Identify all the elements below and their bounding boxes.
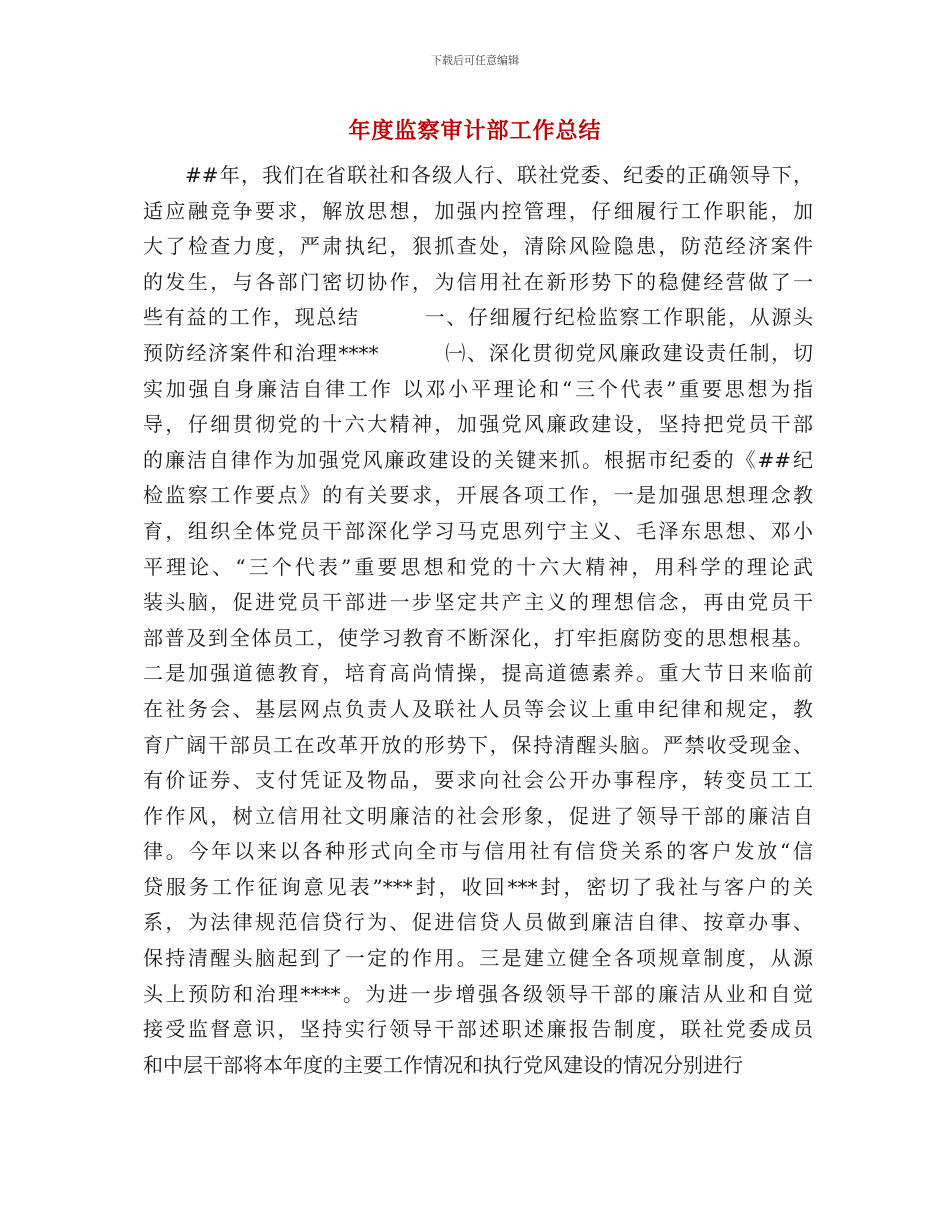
body-line: 作作风，树立信用社文明廉洁的社会形象，促进了领导干部的廉洁自 bbox=[143, 803, 813, 828]
body-line: 有价证券、支付凭证及物品，要求向社会公开办事程序，转变员工工 bbox=[143, 768, 813, 793]
body-line: 的发生，与各部门密切协作，为信用社在新形势下的稳健经营做了一 bbox=[143, 269, 813, 294]
body-line: 头上预防和治理****。为进一步增强各级领导干部的廉洁从业和自觉 bbox=[143, 981, 813, 1006]
body-line: 律。今年以来以各种形式向全市与信用社有信贷关系的客户发放“信 bbox=[143, 839, 813, 864]
body-line: 些有益的工作，现总结 一、仔细履行纪检监察工作职能，从源头 bbox=[143, 305, 813, 330]
body-line: ##年，我们在省联社和各级人行、联社党委、纪委的正确领导下， bbox=[185, 163, 813, 187]
body-line: 的廉洁自律作为加强党风廉政建设的关键来抓。根据市纪委的《##纪 bbox=[143, 447, 813, 472]
header-note: 下载后可任意编辑 bbox=[431, 54, 519, 67]
body-line: 育广阔干部员工在改革开放的形势下，保持清醒头脑。严禁收受现金、 bbox=[143, 732, 813, 757]
body-line: 平理论、“三个代表”重要思想和党的十六大精神，用科学的理论武 bbox=[143, 554, 813, 579]
body-line: 系，为法律规范信贷行为、促进信贷人员做到廉洁自律、按章办事、 bbox=[143, 910, 813, 935]
body-line: 保持清醒头脑起到了一定的作用。三是建立健全各项规章制度，从源 bbox=[143, 946, 813, 971]
body-line: 预防经济案件和治理**** ㈠、深化贯彻党风廉政建设责任制，切 bbox=[143, 340, 813, 365]
body-line: 部普及到全体员工，使学习教育不断深化，打牢拒腐防变的思想根基。 bbox=[143, 625, 813, 650]
body-line: 导，仔细贯彻党的十六大精神，加强党风廉政建设，坚持把党员干部 bbox=[143, 412, 813, 437]
body-line: 二是加强道德教育，培育高尚情操，提高道德素养。重大节日来临前 bbox=[143, 661, 813, 686]
body-line: 和中层干部将本年度的主要工作情况和执行党风建设的情况分别进行 bbox=[143, 1052, 743, 1077]
body-line: 实加强自身廉洁自律工作 以邓小平理论和“三个代表”重要思想为指 bbox=[143, 376, 813, 401]
body-line: 贷服务工作征询意见表”***封，收回***封，密切了我社与客户的关 bbox=[143, 874, 813, 899]
body-line: 装头脑，促进党员干部进一步坚定共产主义的理想信念，再由党员干 bbox=[143, 590, 813, 615]
document-title: 年度监察审计部工作总结 bbox=[348, 119, 602, 144]
body-line: 检监察工作要点》的有关要求，开展各项工作，一是加强思想理念教 bbox=[143, 483, 813, 508]
body-line: 育，组织全体党员干部深化学习马克思列宁主义、毛泽东思想、邓小 bbox=[143, 518, 813, 543]
body-line: 接受监督意识，坚持实行领导干部述职述廉报告制度，联社党委成员 bbox=[143, 1017, 813, 1042]
body-line: 适应融竞争要求，解放思想，加强内控管理，仔细履行工作职能，加 bbox=[143, 198, 813, 223]
body-line: 在社务会、基层网点负责人及联社人员等会议上重申纪律和规定，教 bbox=[143, 696, 813, 721]
body-text bbox=[143, 158, 813, 1083]
body-line: 大了检查力度，严肃执纪，狠抓查处，清除风险隐患，防范经济案件 bbox=[143, 234, 813, 259]
